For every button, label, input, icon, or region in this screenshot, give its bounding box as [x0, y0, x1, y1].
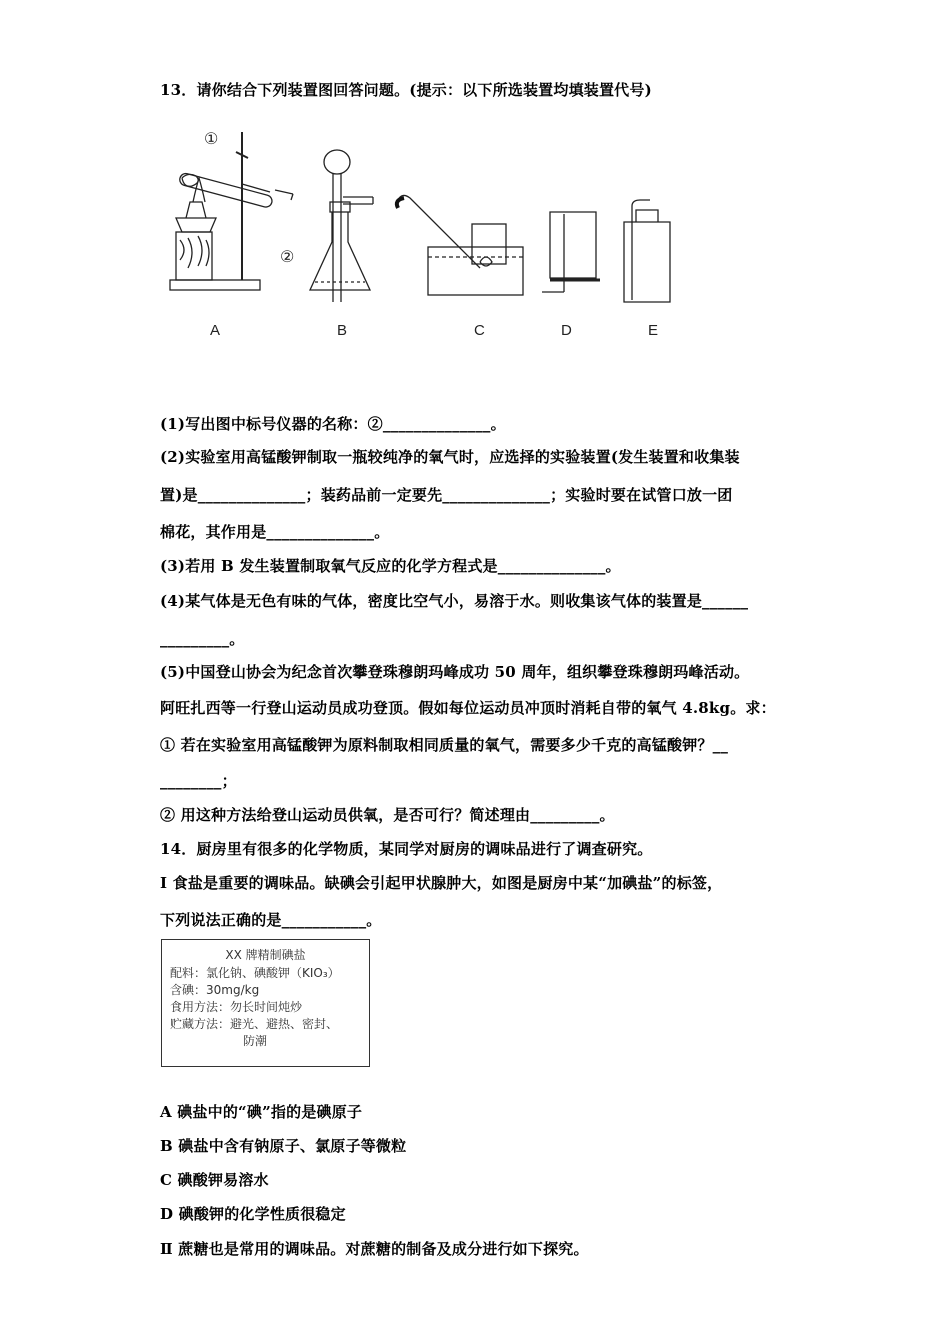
option-a: A 碘盐中的“碘”指的是碘原子 [160, 1103, 363, 1121]
salt-label-usage: 食用方法：勿长时间炖炒 [170, 1000, 303, 1014]
option-c: C 碘酸钾易溶水 [160, 1171, 269, 1189]
apparatus-c-drawing [397, 195, 523, 295]
salt-label-box [161, 939, 370, 1067]
option-d: D 碘酸钾的化学性质很稳定 [160, 1205, 346, 1223]
apparatus-figure [160, 122, 680, 352]
q14-part1-line2: 下列说法正确的是___________。 [160, 911, 382, 929]
q13-part3: (3)若用 B 发生装置制取氧气反应的化学方程式是______________。 [160, 557, 621, 575]
label-d: D [561, 322, 572, 339]
salt-label-title: XX 牌精制碘盐 [225, 948, 306, 962]
apparatus-a-drawing [170, 132, 293, 290]
apparatus-b-drawing [310, 150, 373, 302]
apparatus-d-drawing [542, 212, 600, 292]
label-b: B [337, 322, 348, 339]
q13-part5-line5: ② 用这种方法给登山运动员供氧，是否可行？简述理由_________。 [160, 806, 615, 824]
label-c: C [474, 322, 485, 339]
q13-part1: (1)写出图中标号仪器的名称：②______________。 [160, 415, 506, 433]
q13-part4-line2: _________。 [160, 630, 245, 648]
q13-part2-line1: (2)实验室用高锰酸钾制取一瓶较纯净的氧气时，应选择的实验装置(发生装置和收集装 [160, 448, 740, 466]
q13-part5-line4: ________； [160, 772, 237, 790]
q14-part1-line1: Ⅰ 食盐是重要的调味品。缺碘会引起甲状腺肿大，如图是厨房中某“加碘盐”的标签， [160, 874, 723, 892]
q13-part4-line1: (4)某气体是无色有味的气体，密度比空气小，易溶于水。则收集该气体的装置是______ [160, 592, 749, 610]
apparatus-e-drawing [624, 200, 670, 302]
q13-part5-line3: ① 若在实验室用高锰酸钾为原料制取相同质量的氧气，需要多少千克的高锰酸钾？__ [160, 736, 729, 754]
option-b: B 碘盐中含有钠原子、氯原子等微粒 [160, 1137, 407, 1155]
salt-label-storage: 贮藏方法：避光、避热、密封、 [170, 1017, 339, 1031]
label-e: E [648, 322, 659, 339]
salt-label-iodine: 含碘：30mg/kg [170, 983, 260, 997]
q14-part2: Ⅱ 蔗糖也是常用的调味品。对蔗糖的制备及成分进行如下探究。 [160, 1240, 589, 1258]
apparatus-drawing [160, 122, 680, 352]
salt-label-ingredients: 配料：氯化钠、碘酸钾（KIO₃） [170, 966, 340, 980]
q13-part2-line3: 棉花，其作用是______________。 [160, 523, 390, 541]
q14-header: 14．厨房里有很多的化学物质，某同学对厨房的调味品进行了调查研究。 [160, 840, 653, 858]
marker-2: ② [280, 249, 295, 266]
q13-part5-line2: 阿旺扎西等一行登山运动员成功登顶。假如每位运动员冲顶时消耗自带的氧气 4.8kg。求： [160, 699, 776, 717]
q13-part5-line1: (5)中国登山协会为纪念首次攀登珠穆朗玛峰成功 50 周年，组织攀登珠穆朗玛峰活动。 [160, 663, 750, 681]
label-a: A [210, 322, 221, 339]
marker-1: ① [204, 131, 219, 148]
q13-header: 13．请你结合下列装置图回答问题。(提示：以下所选装置均填装置代号) [160, 81, 652, 99]
salt-label-storage-cont: 防潮 [243, 1034, 268, 1048]
q13-part2-line2: 置)是______________；装药品前一定要先______________；实验时要在试管口放一团 [160, 486, 733, 504]
